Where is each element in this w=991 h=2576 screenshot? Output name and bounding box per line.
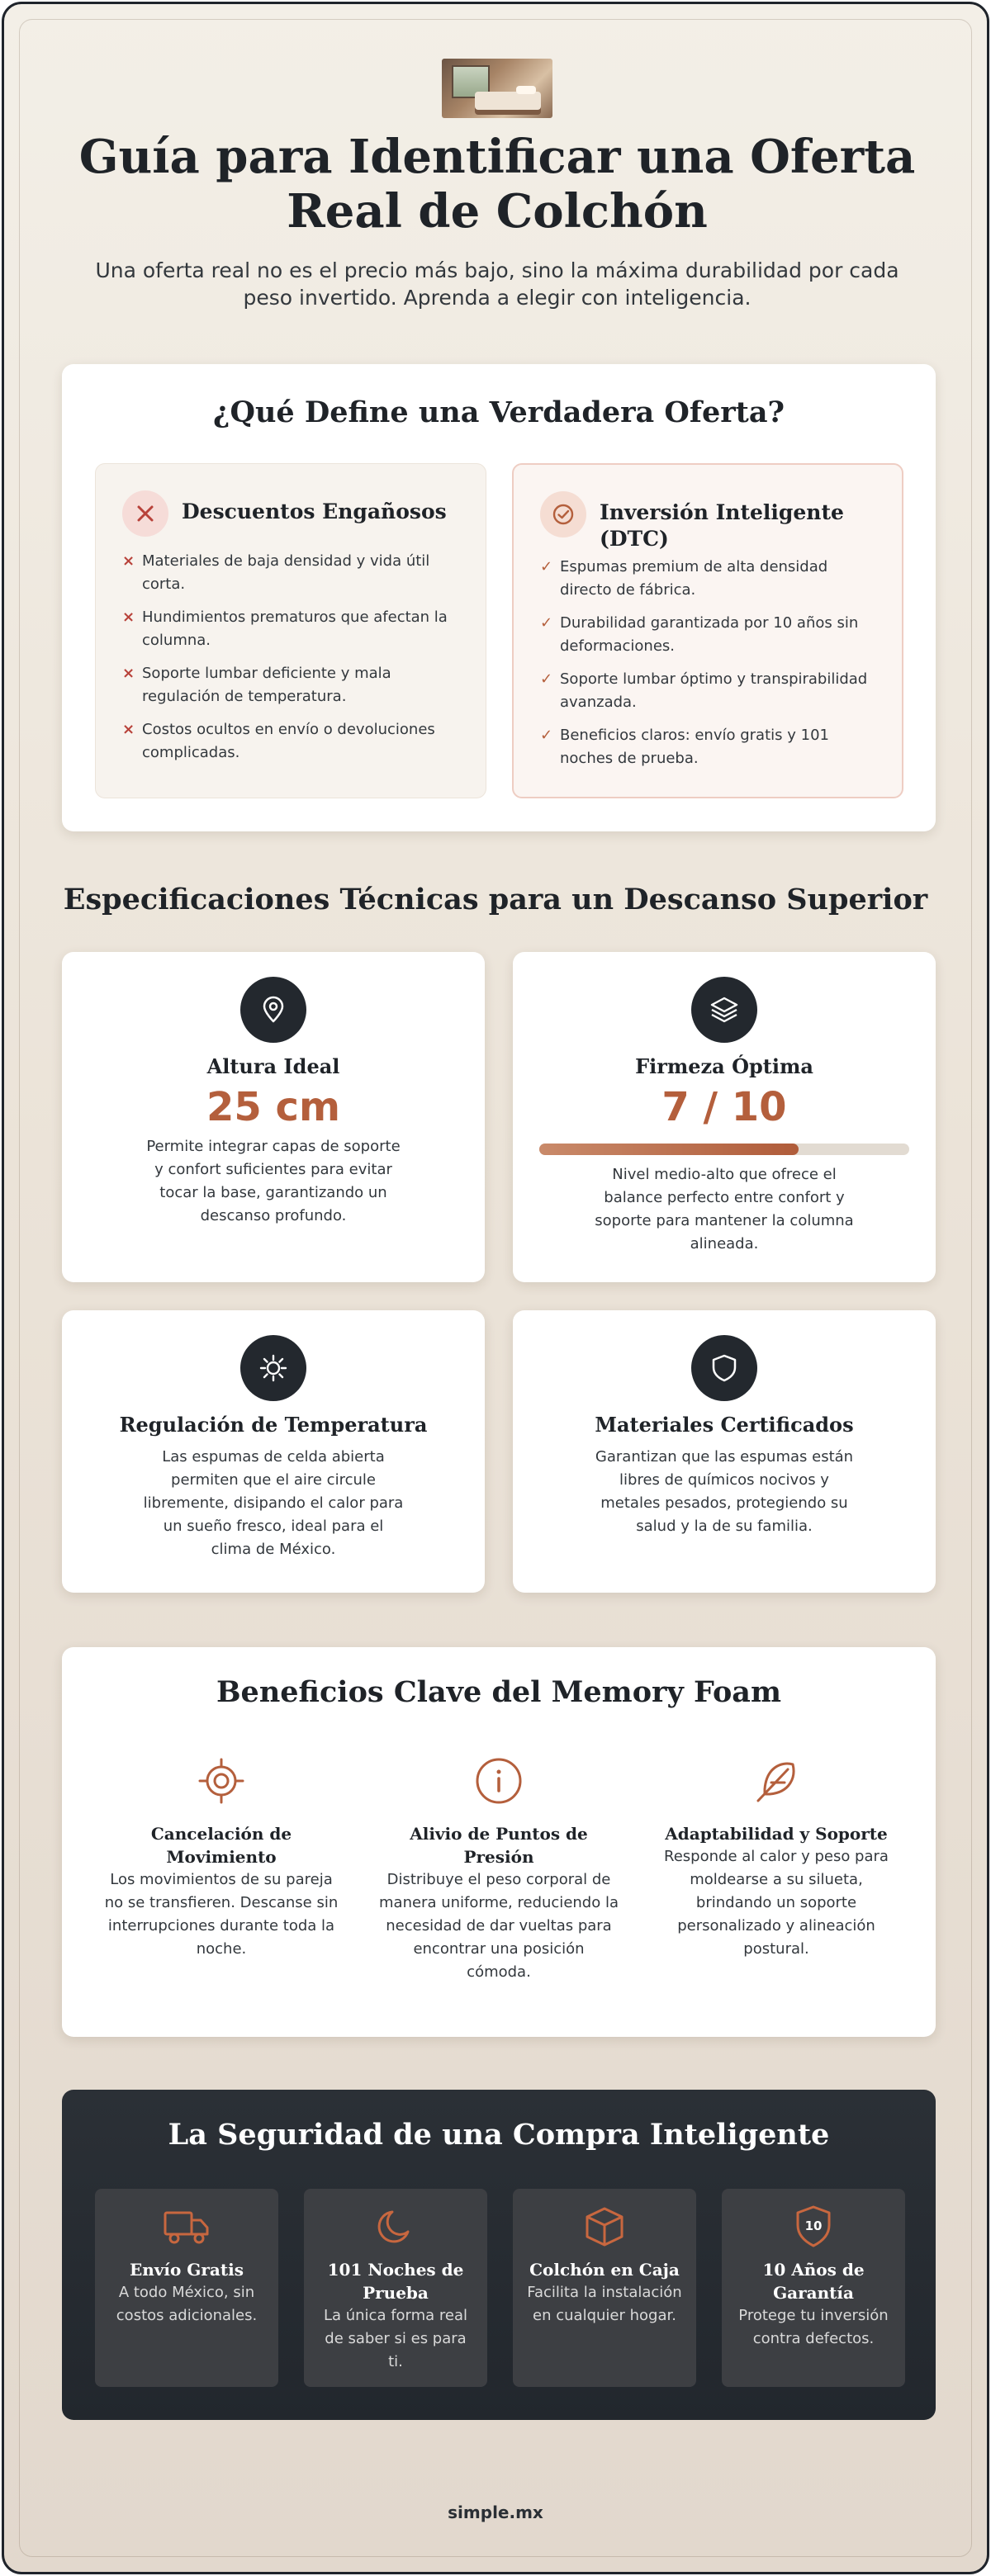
- footer-brand: simple.mx: [448, 2503, 543, 2522]
- shield-icon: [691, 1335, 757, 1401]
- security-tile: [513, 2189, 696, 2387]
- spec-card-firmness: [513, 952, 936, 1282]
- security-tile: [722, 2189, 905, 2387]
- firmness-bar-fill: [539, 1144, 799, 1155]
- benefit-desc: Responde al calor y peso para moldearse a su silueta, brindando un soporte personalizado y alineación postural.: [664, 1848, 889, 1958]
- smart-list: [540, 556, 879, 780]
- list-item: × Costos ocultos en envío o devoluciones complicadas.: [122, 721, 435, 761]
- benefit-title: Adaptabilidad y Soporte: [665, 1824, 888, 1844]
- shield-10-icon: [787, 2200, 840, 2253]
- spec-title: Regulación de Temperatura: [119, 1413, 428, 1437]
- spec-desc: Permite integrar capas de soporte y confort suficientes para evitar tocar la base, garantizando un descanso profundo.: [146, 1138, 401, 1224]
- specs-title: Especificaciones Técnicas para un Descanso Superior: [63, 883, 928, 916]
- layers-icon: [691, 977, 757, 1043]
- check-circle-icon: [540, 491, 586, 537]
- deceptive-list: [122, 550, 461, 774]
- security-tile: [95, 2189, 278, 2387]
- smart-investment-panel: [512, 463, 903, 798]
- info-icon: [472, 1754, 525, 1807]
- bedroom-photo: [442, 59, 552, 118]
- height-value: 25 cm: [206, 1084, 340, 1130]
- spec-desc: Las espumas de celda abierta permiten que el aire circule libremente, disipando el calor para un sueño fresco, ideal para el clima de México.: [143, 1448, 404, 1558]
- benefit-item: [379, 1754, 619, 1984]
- security-section: [62, 2090, 936, 2420]
- tile-desc: A todo México, sin costos adicionales.: [116, 2284, 258, 2324]
- spec-title: Altura Ideal: [206, 1054, 340, 1078]
- spec-title: Firmeza Óptima: [635, 1054, 813, 1078]
- benefit-title: Alivio de Puntos de Presión: [410, 1824, 588, 1867]
- list-item: ✓ Espumas premium de alta densidad directo de fábrica.: [540, 558, 828, 599]
- benefit-item: [657, 1754, 896, 1961]
- benefit-title: Cancelación de Movimiento: [150, 1824, 292, 1867]
- page-title: Guía para Identificar una Oferta Real de Colchón: [78, 130, 916, 239]
- list-item: × Soporte lumbar deficiente y mala regulación de temperatura.: [122, 665, 391, 705]
- comparison-title: ¿Qué Define una Verdadera Oferta?: [212, 395, 785, 429]
- security-tile: [304, 2189, 487, 2387]
- badge-number: 10: [804, 2218, 823, 2233]
- map-pin-icon: [240, 977, 306, 1043]
- sun-snow-icon: [240, 1335, 306, 1401]
- spec-card-height: [62, 952, 485, 1282]
- list-item: ✓ Durabilidad garantizada por 10 años sin deformaciones.: [540, 614, 859, 655]
- tile-desc: Protege tu inversión contra defectos.: [738, 2307, 889, 2347]
- list-item: × Materiales de baja densidad y vida útil corta.: [122, 552, 430, 593]
- spec-card-temperature: [62, 1310, 485, 1593]
- truck-icon: [160, 2200, 213, 2253]
- security-title: La Seguridad de una Compra Inteligente: [168, 2118, 830, 2152]
- spec-title: Materiales Certificados: [595, 1413, 854, 1437]
- moon-icon: [369, 2200, 422, 2253]
- target-icon: [195, 1754, 248, 1807]
- benefit-desc: Los movimientos de su pareja no se transfieren. Descanse sin interrupciones durante toda la noche.: [104, 1871, 339, 1958]
- list-item: × Hundimientos prematuros que afectan la columna.: [122, 608, 448, 649]
- panel-title: Inversión Inteligente (DTC): [600, 500, 844, 551]
- comparison-section: [62, 364, 936, 831]
- firmness-bar: [539, 1144, 909, 1155]
- list-item: ✓ Soporte lumbar óptimo y transpirabilidad avanzada.: [540, 670, 868, 711]
- tile-desc: Facilita la instalación en cualquier hogar.: [527, 2284, 682, 2324]
- feather-icon: [750, 1754, 803, 1807]
- spec-desc: Garantizan que las espumas están libres de químicos nocivos y metales pesados, protegiendo su salud y la de su familia.: [595, 1448, 854, 1535]
- benefits-section: [62, 1647, 936, 2037]
- box-icon: [578, 2200, 631, 2253]
- tile-desc: La única forma real de saber si es para ti.: [323, 2307, 468, 2370]
- panel-title: Descuentos Engañosos: [182, 500, 447, 523]
- tile-title: Envío Gratis: [130, 2260, 244, 2280]
- spec-card-materials: [513, 1310, 936, 1593]
- spec-desc: Nivel medio-alto que ofrece el balance perfecto entre confort y soporte para mantener la columna alineada.: [595, 1166, 854, 1252]
- infographic-frame: [2, 2, 989, 2574]
- list-item: ✓ Beneficios claros: envío gratis y 101 noches de prueba.: [540, 727, 829, 767]
- firmness-value: 7 / 10: [661, 1084, 787, 1130]
- x-icon: [122, 490, 168, 537]
- benefit-desc: Distribuye el peso corporal de manera uniforme, reduciendo la necesidad de dar vueltas para encontrar una posición cómoda.: [379, 1871, 619, 1981]
- tile-title: Colchón en Caja: [529, 2260, 680, 2280]
- tile-title: 101 Noches de Prueba: [327, 2260, 464, 2303]
- benefits-title: Beneficios Clave del Memory Foam: [216, 1675, 782, 1709]
- page-subtitle: Una oferta real no es el precio más bajo, sino la máxima durabilidad por cada peso invertido. Aprenda a elegir con inteligencia.: [95, 258, 899, 310]
- deceptive-discounts-panel: [95, 463, 486, 798]
- benefit-item: [102, 1754, 341, 1961]
- tile-title: 10 Años de Garantía: [762, 2260, 865, 2303]
